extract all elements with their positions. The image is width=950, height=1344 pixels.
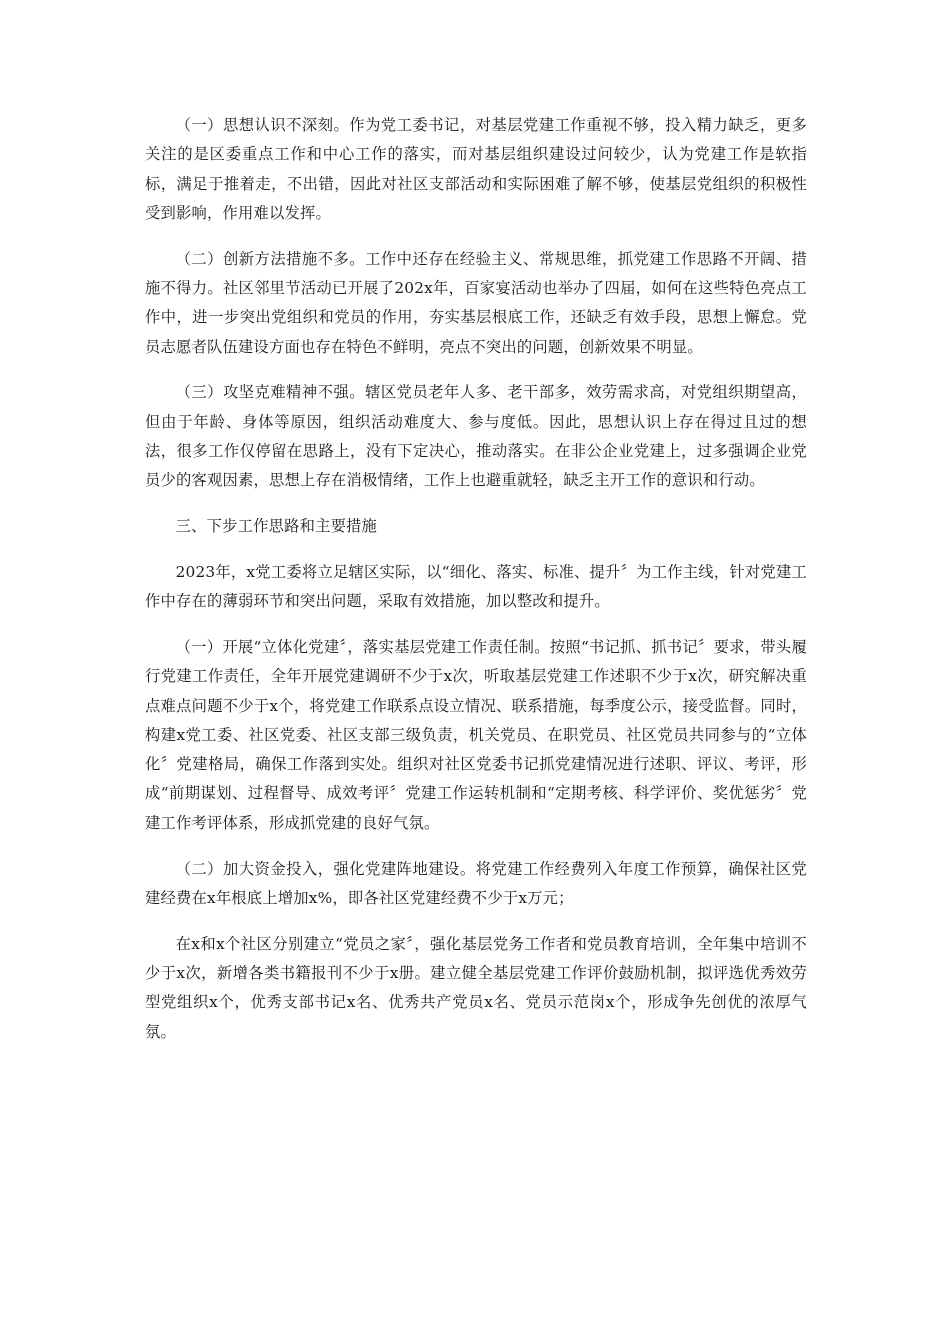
paragraph-intro-2023: 2023年，x党工委将立足辖区实际，以“细化、落实、标准、提升〞为工作主线，针对党建工作中存在的薄弱环节和突出问题，采取有效措施，加以整改和提升。 [145, 562, 807, 611]
paragraph-measure-party-home: 在x和x个社区分别建立“党员之家〞，强化基层党务工作者和党员教育培训，全年集中培训不少于x次，新增各类书籍报刊不少于x册。建立健全基层党建工作评价鼓励机制，拟评选优秀效劳型党组织x个，优秀支部书记x名、优秀共产党员x名、党员示范岗x个，形成争先创优的浓厚气氛。 [145, 934, 807, 1041]
paragraph-measure-funding: （二）加大资金投入，强化党建阵地建设。将党建工作经费列入年度工作预算，确保社区党建经费在x年根底上增加x%，即各社区党建经费不少于x万元； [145, 859, 807, 907]
document-body [145, 111, 807, 1063]
section-heading-next-steps: 三、下步工作思路和主要措施 [175, 517, 378, 536]
paragraph-problem-perseverance: （三）攻坚克难精神不强。辖区党员老年人多、老干部多，效劳需求高，对党组织期望高，但由于年龄、身体等原因，组织活动难度大、参与度低。因此，思想认识上存在得过且过的想法，很多工作仅停留在思路上，没有下定决心，推动落实。在非公企业党建上，过多强调企业党员少的客观因素，思想上存在消极情绪，工作上也避重就轻，缺乏主开工作的意识和行动。 [145, 383, 807, 490]
paragraph-problem-innovation: （二）创新方法措施不多。工作中还存在经验主义、常规思维，抓党建工作思路不开阔、措施不得力。社区邻里节活动已开展了202x年，百家宴活动也举办了四届，如何在这些特色亮点工作中，进一步突出党组织和党员的作用，夯实基层根底工作，还缺乏有效手段，思想上懈怠。党员志愿者队伍建设方面也存在特色不鲜明，亮点不突出的问题，创新效果不明显。 [145, 249, 807, 356]
paragraph-measure-3d-party-building: （一）开展“立体化党建〞，落实基层党建工作责任制。按照“书记抓、抓书记〞要求，带头履行党建工作责任，全年开展党建调研不少于x次，听取基层党建工作述职不少于x次，研究解决重点难点问题不少于x个，将党建工作联系点设立情况、联系措施，每季度公示，接受监督。同时，构建x党工委、社区党委、社区支部三级负责，机关党员、在职党员、社区党员共同参与的“立体化〞党建格局，确保工作落到实处。组织对社区党委书记抓党建情况进行述职、评议、考评，形成“前期谋划、过程督导、成效考评〞党建工作运转机制和“定期考核、科学评价、奖优惩劣〞党建工作考评体系，形成抓党建的良好气氛。 [145, 637, 807, 832]
paragraph-problem-thinking: （一）思想认识不深刻。作为党工委书记，对基层党建工作重视不够，投入精力缺乏，更多关注的是区委重点工作和中心工作的落实，而对基层组织建设过问较少，认为党建工作是软指标，满足于推着走，不出错，因此对社区支部活动和实际困难了解不够，使基层党组织的积极性受到影响，作用难以发挥。 [145, 116, 807, 222]
